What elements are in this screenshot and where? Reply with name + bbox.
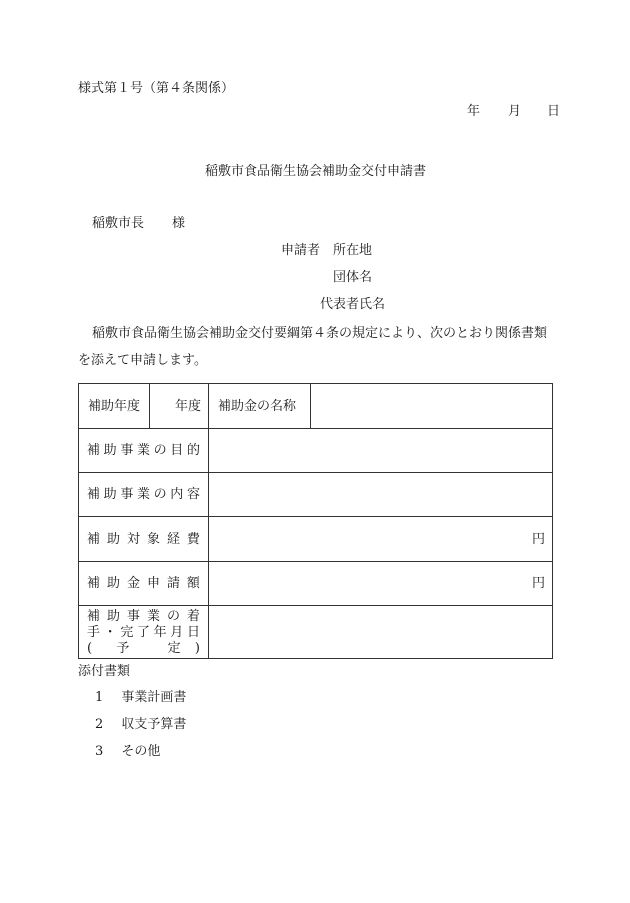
dates-label: 補 助 事 業 の 着 手 ・ 完 了 年 月 日 ( 予 定 ) — [79, 606, 209, 659]
body-line-1: 稲敷市食品衛生協会補助金交付要綱第４条の規定により、次のとおり関係書類 — [92, 326, 548, 341]
expense-label: 補 助 対 象 経 費 — [79, 517, 209, 562]
addressee-name: 稲敷市長 — [92, 216, 145, 231]
attachment-item-1 — [95, 691, 186, 704]
attachment-num: 2 — [95, 717, 104, 732]
table-row-expense — [79, 517, 553, 562]
table-row-content — [79, 473, 553, 517]
table-row-fiscal-year — [79, 384, 553, 429]
attachment-label: 事業計画書 — [121, 690, 187, 705]
attachment-item-3 — [95, 745, 160, 758]
attachment-num: 3 — [95, 744, 104, 759]
grant-name-label: 補助金の名称 — [209, 384, 311, 429]
date-year-label: 年 — [467, 104, 481, 119]
expense-unit: 円 — [531, 531, 545, 547]
content-label: 補 助 事 業 の 内 容 — [79, 473, 209, 517]
content-field[interactable] — [209, 473, 553, 517]
document-title: 稲敷市食品衛生協会補助金交付申請書 — [205, 164, 427, 179]
date-day-label: 日 — [547, 104, 561, 119]
amount-field[interactable] — [209, 562, 553, 606]
date-month-label: 月 — [508, 104, 522, 119]
applicant-org-label: 団体名 — [333, 270, 373, 285]
table-row-amount — [79, 562, 553, 606]
applicant-address-label: 所在地 — [333, 243, 373, 258]
form-number: 様式第１号（第４条関係） — [78, 81, 235, 96]
fiscal-year-label: 補助年度 — [79, 384, 150, 429]
applicant-label: 申請者 — [281, 243, 321, 258]
applicant-rep-label: 代表者氏名 — [320, 297, 386, 312]
body-line-2: を添えて申請します。 — [78, 353, 207, 368]
table-row-purpose — [79, 429, 553, 473]
fiscal-year-cell[interactable] — [150, 384, 209, 429]
fiscal-year-suffix: 年度 — [174, 398, 201, 414]
attachment-num: 1 — [95, 690, 104, 705]
expense-field[interactable] — [209, 517, 553, 562]
purpose-label: 補 助 事 業 の 目 的 — [79, 429, 209, 473]
table-row-dates — [79, 606, 553, 659]
addressee-honorific: 様 — [172, 216, 186, 231]
attachment-label: 収支予算書 — [121, 717, 187, 732]
attachments-heading: 添付書類 — [78, 664, 131, 679]
amount-label: 補 助 金 申 請 額 — [79, 562, 209, 606]
application-table — [78, 383, 553, 659]
attachment-item-2 — [95, 718, 186, 731]
attachment-label: その他 — [121, 744, 161, 759]
grant-name-field[interactable] — [311, 384, 553, 429]
dates-field[interactable] — [209, 606, 553, 659]
amount-unit: 円 — [531, 576, 545, 591]
purpose-field[interactable] — [209, 429, 553, 473]
